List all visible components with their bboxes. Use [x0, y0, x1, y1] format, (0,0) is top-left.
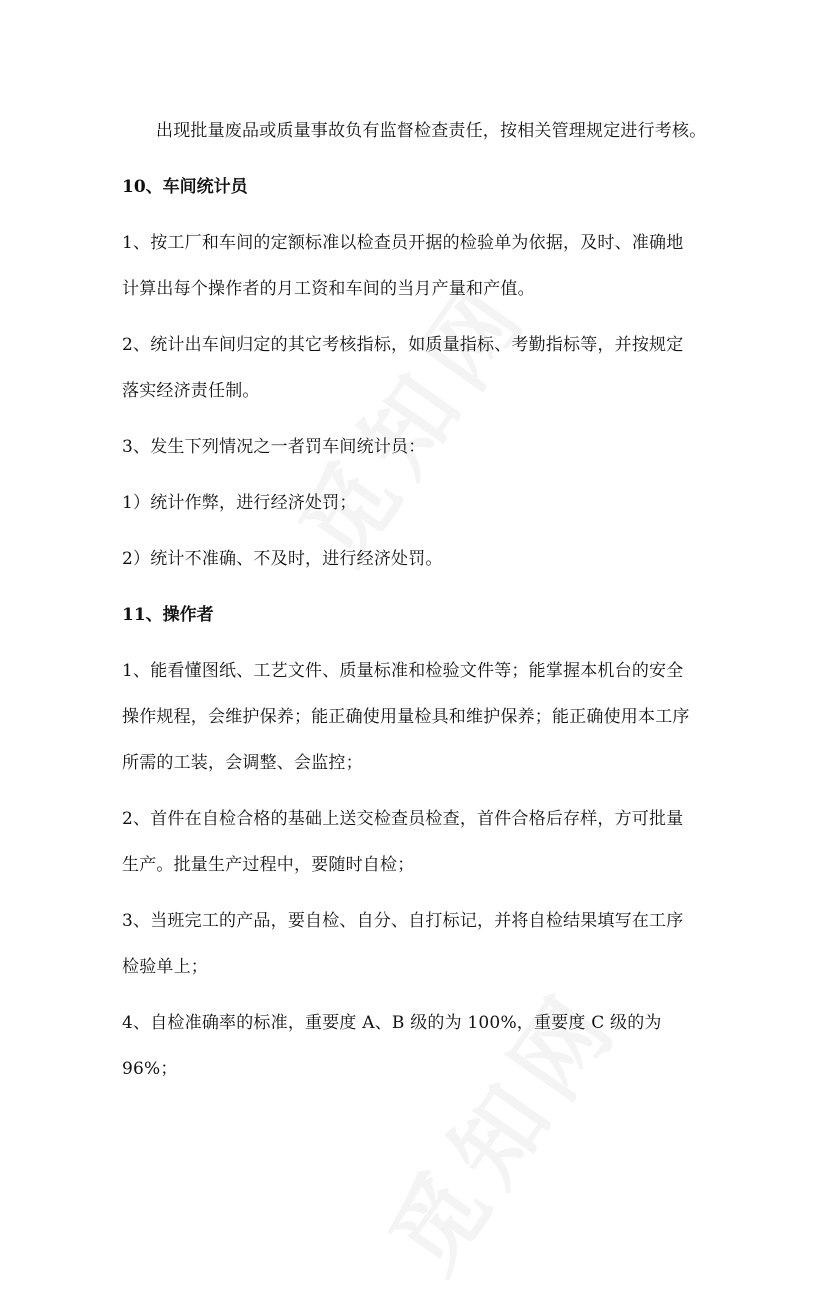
- section-10-heading: 10、车间统计员: [122, 177, 248, 197]
- text-line: 1、按工厂和车间的定额标准以检查员开据的检验单为依据，及时、准确地: [122, 233, 684, 253]
- section-10-subitem-1: 1）统计作弊，进行经济处罚；: [122, 493, 357, 513]
- text-line: 3、当班完工的产品，要自检、自分、自打标记，并将自检结果填写在工序: [122, 911, 684, 931]
- section-10-item-3: 3、发生下列情况之一者罚车间统计员：: [122, 437, 426, 457]
- text-line: 2、统计出车间归定的其它考核指标，如质量指标、考勤指标等，并按规定: [122, 335, 684, 355]
- section-10-subitem-2: 2）统计不准确、不及时，进行经济处罚。: [122, 549, 443, 569]
- section-10-item-1: [122, 220, 722, 312]
- intro-paragraph: 出现批量废品或质量事故负有监督检查责任，按相关管理规定进行考核。: [156, 121, 707, 141]
- section-11-item-2: [122, 796, 722, 888]
- section-11-heading: 11、操作者: [122, 605, 214, 625]
- text-line: 1、能看懂图纸、工艺文件、质量标准和检验文件等；能掌握本机台的安全: [122, 661, 684, 681]
- section-11-item-4: 4、自检准确率的标准，重要度 A、B 级的为 100%，重要度 C 级的为 96%；: [122, 1013, 662, 1079]
- text-line: 所需的工装，会调整、会监控；: [122, 753, 363, 773]
- document-body: [122, 108, 722, 1102]
- text-line: 计算出每个操作者的月工资和车间的当月产量和产值。: [122, 279, 535, 299]
- text-line: 落实经济责任制。: [122, 381, 260, 401]
- text-line: 操作规程，会维护保养；能正确使用量检具和维护保养；能正确使用本工序: [122, 707, 690, 727]
- text-line: 生产。批量生产过程中，要随时自检；: [122, 855, 415, 875]
- section-10-item-2: [122, 322, 722, 414]
- section-11-item-1: [122, 648, 722, 786]
- text-line: 检验单上；: [122, 957, 208, 977]
- section-11-item-3: [122, 898, 722, 990]
- text-line: 2、首件在自检合格的基础上送交检查员检查，首件合格后存样，方可批量: [122, 809, 684, 829]
